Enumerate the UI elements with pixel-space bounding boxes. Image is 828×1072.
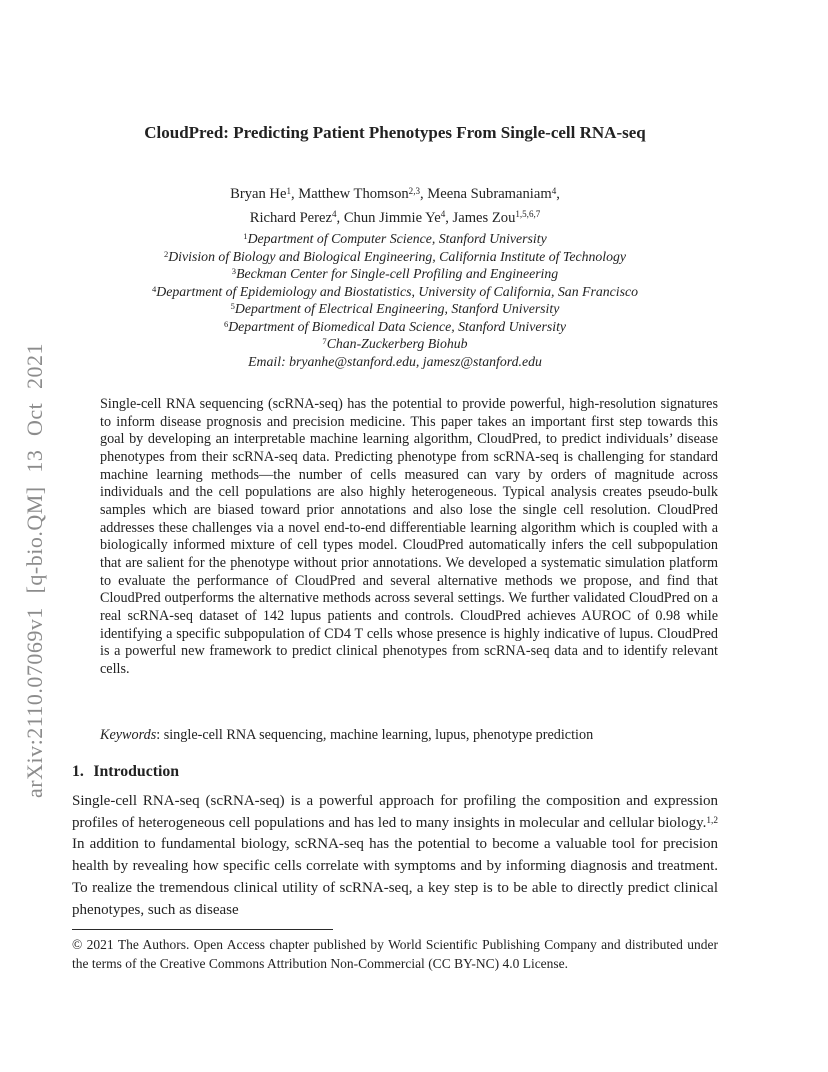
- author: [298, 186, 427, 202]
- affiliation-text: Chan-Zuckerberg Biohub: [326, 336, 468, 351]
- section-title: Introduction: [93, 763, 180, 780]
- affiliation-text: Department of Computer Science, Stanford University: [247, 231, 547, 246]
- email-line: Email: bryanhe@stanford.edu, jamesz@stanford.edu: [248, 353, 542, 369]
- author-affiliation-sup: 4: [440, 209, 446, 220]
- affiliation: [72, 283, 718, 301]
- author-name: Meena Subramaniam: [427, 186, 552, 202]
- author: [230, 186, 298, 202]
- abstract-text: Single-cell RNA sequencing (scRNA-seq) has the potential to provide powerful, high-resolution signatures to inform disease prognosis and precision medicine. This paper takes an important first step towards this goal by developing an interpretable machine learning algorithm, CloudPred, to predict individuals’ disease phenotypes from their scRNA-seq data. Predicting phenotype from scRNA-seq is challenging for standard machine learning methods—the number of cells measured can vary by orders of magnitude across individuals and the cell populations are also highly heterogeneous. Typical analysis creates pseudo-bulk samples which are biased toward prior annotations and also lose the single cell resolution. CloudPred addresses these challenges via a novel end-to-end differentiable learning algorithm which is coupled with a biologically informed mixture of cell types model. CloudPred automatically infers the cell subpopulation that are salient for the phenotype without prior annotations. We developed a systematic simulation platform to evaluate the performance of CloudPred and several alternative methods we propose, and find that CloudPred outperforms the alternative methods across several settings. We further validated CloudPred on a real scRNA-seq dataset of 142 lupus patients and controls. CloudPred achieves AUROC of 0.98 while identifying a specific subpopulation of CD4 T cells whose presence is highly indicative of lupus. CloudPred is a powerful new framework to predict clinical phenotypes from scRNA-seq data and to identify relevant cells.: [100, 396, 718, 677]
- affiliation-list: [72, 230, 718, 370]
- author-affiliation-sup: 4: [331, 209, 337, 220]
- affiliation-number: 5: [230, 301, 235, 312]
- author-affiliation-sup: 2,3: [408, 185, 420, 196]
- affiliation-text: Beckman Center for Single-cell Profiling and Engineering: [236, 266, 559, 281]
- author: [250, 210, 344, 226]
- affiliation: [72, 300, 718, 318]
- author-separator: ,: [336, 209, 344, 226]
- keywords-line: [100, 727, 718, 745]
- author: [344, 210, 453, 226]
- author-affiliation-sup: 4: [551, 185, 557, 196]
- copyright-footnote: © 2021 The Authors. Open Access chapter published by World Scientific Publishing Company and distributed under the terms of the Creative Commons Attribution Non-Commercial (CC BY-NC) 4.0 License.: [72, 937, 718, 971]
- footnote-rule: [72, 929, 333, 930]
- section-heading-introduction: [72, 762, 718, 782]
- affiliation-text: Department of Electrical Engineering, Stanford University: [234, 301, 560, 316]
- affiliation-number: 1: [243, 231, 248, 242]
- author-name: Richard Perez: [249, 209, 332, 226]
- arxiv-watermark-text: arXiv:2110.07069v1 [q-bio.QM] 13 Oct 2021: [22, 343, 47, 798]
- section-number: 1.: [72, 763, 84, 780]
- affiliation-text: Department of Epidemiology and Biostatistics, University of California, San Francisco: [156, 283, 638, 299]
- affiliation: [72, 265, 718, 283]
- affiliation: [72, 335, 718, 353]
- author-separator: ,: [419, 186, 428, 202]
- citation-reference: 1,2: [706, 815, 718, 826]
- keywords-label: Keywords: [100, 727, 157, 743]
- author-separator: ,: [290, 186, 299, 202]
- author-name: Bryan He: [230, 186, 287, 202]
- author: [453, 210, 541, 226]
- author-line-1: [72, 183, 718, 207]
- introduction-paragraph: [72, 791, 718, 921]
- author-name: James Zou: [452, 209, 516, 226]
- affiliation: [72, 230, 718, 248]
- affiliation-number: 7: [322, 336, 327, 347]
- author-separator: ,: [445, 209, 453, 226]
- affiliation-text: Department of Biomedical Data Science, Stanford University: [228, 318, 567, 334]
- affiliation-text: Division of Biology and Biological Engineering, California Institute of Technology: [168, 248, 627, 264]
- author-name: Matthew Thomson: [298, 186, 409, 202]
- affiliation-number: 6: [223, 318, 229, 329]
- keywords-text: : single-cell RNA sequencing, machine learning, lupus, phenotype prediction: [156, 727, 594, 743]
- introduction-text: Single-cell RNA-seq (scRNA-seq) is a powerful approach for profiling the composition and expression profiles of heterogeneous cell populations and has led to many insights in molecular and cellular biology.: [72, 793, 718, 831]
- author-affiliation-sup: 1,5,6,7: [515, 209, 541, 220]
- author-name: Chun Jimmie Ye: [343, 209, 441, 226]
- affiliation-number: 3: [231, 266, 237, 277]
- author-separator: ,: [556, 186, 560, 202]
- author-affiliation-sup: 1: [286, 185, 291, 196]
- affiliation: [72, 318, 718, 336]
- introduction-text-continued: In addition to fundamental biology, scRNA-seq has the potential to become a valuable tool for precision health by revealing how specific cells correlate with symptoms and by informing diagnosis and treatment. To realize the tremendous clinical utility of scRNA-seq, a key step is to be able to directly predict clinical phenotypes, such as disease: [72, 836, 718, 918]
- paper-title: CloudPred: Predicting Patient Phenotypes From Single-cell RNA-seq: [144, 123, 646, 142]
- author-list: [72, 183, 718, 230]
- author: [427, 186, 560, 202]
- arxiv-watermark: [22, 343, 48, 798]
- affiliation-number: 2: [163, 248, 169, 259]
- author-line-2: [72, 207, 718, 231]
- affiliation: [72, 248, 718, 266]
- affiliation-number: 4: [152, 283, 157, 294]
